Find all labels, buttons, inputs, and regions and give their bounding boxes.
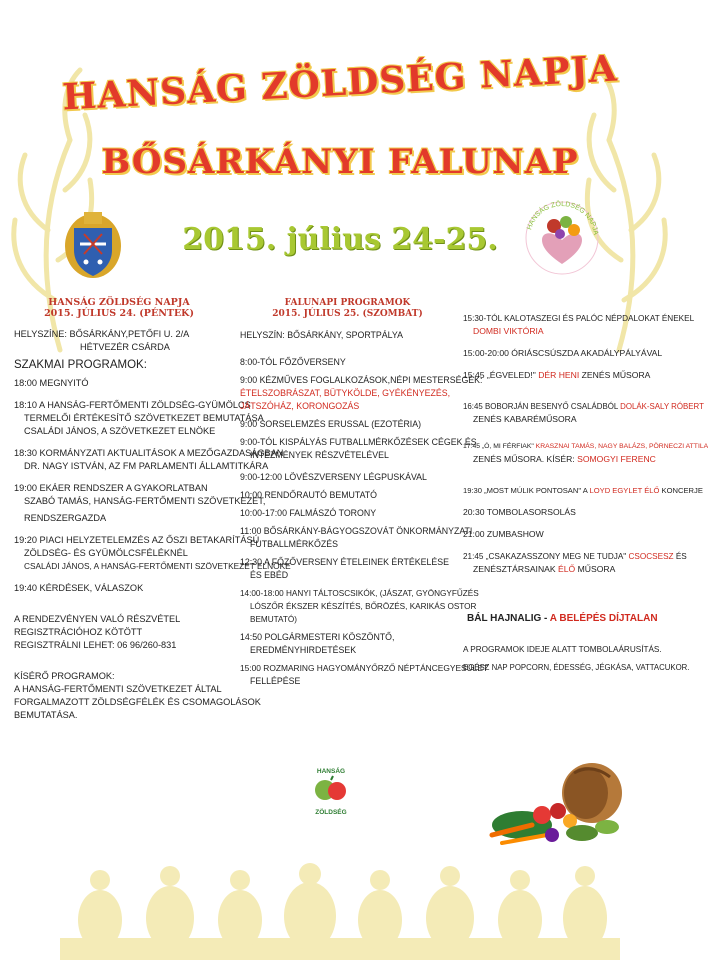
left-section-title: SZAKMAI PROGRAMOK:	[14, 359, 147, 371]
program-item-performer: DÉR HENI	[538, 370, 580, 380]
program-item-detail: EREDMÉNYHIRDETÉSEK	[250, 645, 357, 655]
program-item: 18:10 A HANSÁG-FERTŐMENTI ZÖLDSÉG-GYÜMÖLCS	[14, 400, 251, 410]
program-item: 9:00-TÓL KISPÁLYÁS FUTBALLMÉRKŐZÉSEK CÉGEK ÉS	[240, 437, 477, 447]
program-item-text: ÉS	[673, 552, 687, 561]
program-item-performer: LOYD EGYLET ÉLŐ	[589, 486, 660, 495]
program-item-detail: ZÖLDSÉG- ÉS GYÜMÖLCSFÉLÉKNÉL	[24, 548, 188, 558]
program-item-text: 21:45 „CSAKAZASSZONY MEG NE TUDJA"	[463, 552, 629, 561]
program-item: 18:00 MEGNYITÓ	[14, 378, 89, 388]
dancers-silhouette-ornament	[60, 850, 620, 960]
middle-column-szombat	[240, 298, 489, 688]
program-item-detail: DR. NAGY ISTVÁN, AZ FM PARLAMENTI ÁLLAMTITKÁRA	[24, 461, 269, 471]
ball-announcement	[463, 612, 675, 625]
logo-arc-text: HANSÁG ZÖLDSÉG NAPJA	[526, 200, 599, 236]
program-item	[463, 369, 675, 382]
event-title-secondary: BŐSÁRKÁNYI FALUNAP	[101, 142, 579, 182]
left-venue: HELYSZÍNE: BŐSÁRKÁNY,PETŐFI U. 2/A	[14, 329, 190, 339]
program-item: 12:30 A FŐZŐVERSENY ÉTELEINEK ÉRTÉKELÉSE	[240, 557, 449, 567]
program-item-detail: BEMUTATÓ)	[250, 615, 297, 624]
program-item	[463, 550, 687, 563]
small-logo-bottom-text: ZÖLDSÉG	[315, 809, 347, 816]
program-item: 10:00-17:00 FALMÁSZÓ TORONY	[240, 508, 377, 518]
program-item: 14:00-18:00 HANYI TÁLTOSCSIKÓK, (JÁSZAT, GYÖNGYFŰZÉS	[240, 589, 479, 598]
program-item: 9:00 KÉZMŰVES FOGLALKOZÁSOK,NÉPI MESTERSÉGEK:	[240, 375, 483, 385]
program-item-detail: LÓSZŐR ÉKSZER KÉSZÍTÉS, BŐRÖZÉS, KARIKÁS OSTOR	[250, 602, 477, 611]
hansag-zoldseg-napja-logo	[520, 196, 604, 280]
program-item: 9:00 SORSELEMZÉS ERUSSAL (EZOTÉRIA)	[240, 419, 422, 429]
program-item-text: KONCERJE	[659, 486, 703, 495]
side-programs-title: KÍSÉRŐ PROGRAMOK:	[14, 671, 115, 681]
program-item-text: 16:45 BOBORJÁN BESENYŐ CSALÁDBÓL	[463, 402, 621, 411]
program-item-highlight: JÁTSZÓHÁZ, KORONGOZÁS	[240, 401, 360, 411]
program-item: 15:00-20:00 ÓRIÁSCSÚSZDA AKADÁLYPÁLYÁVAL	[463, 348, 663, 358]
program-item: 19:40 KÉRDÉSEK, VÁLASZOK	[14, 583, 144, 593]
middle-venue: HELYSZÍN: BŐSÁRKÁNY, SPORTPÁLYA	[240, 330, 403, 340]
program-item-text: ZENÉSZTÁRSAINAK	[473, 564, 558, 574]
program-item	[463, 484, 703, 497]
middle-column-date: 2015. JÚLIUS 25. (SZOMBAT)	[272, 309, 423, 319]
program-item-performer: KRASZNAI TAMÁS, NAGY BALÁZS, PÖRNECZI ATTILA	[535, 443, 708, 450]
program-item	[463, 440, 708, 453]
program-item: 9:00-12:00 LÖVÉSZVERSENY LÉGPUSKÁVAL	[240, 472, 427, 482]
program-item-highlight: ÉTELSZOBRÁSZAT, BÜTYKÖLDE, GYÉKÉNYEZÉS,	[240, 388, 451, 398]
program-item: 11:00 BŐSÁRKÁNY-BÁGYOGSZOVÁT ÖNKORMÁNYZATI	[240, 526, 473, 536]
event-title-primary: HANSÁG ZÖLDSÉG NAPJA	[61, 47, 619, 119]
middle-column-heading: FALUNAPI PROGRAMOK	[284, 298, 411, 308]
program-item: 15:00 ROZMARING HAGYOMÁNYŐRZŐ NÉPTÁNCEGYESÜLET	[240, 663, 489, 673]
left-column-date: 2015. JÚLIUS 24. (PÉNTEK)	[44, 308, 194, 319]
program-item-text: ZENÉS MŰSORA	[579, 370, 651, 380]
registration-note: REGISZTRÁCIÓHOZ KÖTÖTT	[14, 627, 143, 637]
program-item-performer: DOMBI VIKTÓRIA	[473, 326, 544, 336]
program-item: 15:30-TÓL KALOTASZEGI ÉS PALÓC NÉPDALOKAT ÉNEKEL	[463, 314, 695, 323]
program-item-performer: ÉLŐ	[558, 564, 576, 574]
program-item	[463, 400, 704, 413]
program-item: 18:30 KORMÁNYZATI AKTUALITÁSOK A MEZŐGAZDASÁGBAN	[14, 448, 284, 458]
program-item-text: ZENÉS MŰSORA. KÍSÉR:	[473, 454, 578, 464]
program-item-detail: CSALÁDI JÁNOS, A HANSÁG-FERTŐMENTI SZÖVETKEZET ELNÖKE	[24, 561, 291, 571]
program-item-detail: FUTBALLMÉRKŐZÉS	[250, 539, 338, 549]
program-item-text: 17:45 „Ó, MI FÉRFIAK"	[463, 443, 536, 450]
small-logo-top-text: HANSÁG	[316, 768, 346, 775]
free-entry-text: A BELÉPÉS DÍJTALAN	[549, 613, 658, 624]
program-item-detail: FELLÉPÉSE	[250, 676, 301, 686]
program-item-detail: TERMELŐI ÉRTÉKESÍTŐ SZÖVETKEZET BEMUTATÁSA	[24, 413, 264, 423]
hansag-zoldseg-small-logo	[305, 768, 357, 820]
event-date: 2015. július 24-25.	[182, 222, 498, 257]
ball-text: BÁL HAJNALIG -	[467, 613, 550, 624]
side-programs-text: BEMUTATÁSA.	[14, 710, 78, 720]
program-item-performer: CSOCSESZ	[628, 552, 674, 561]
registration-phone: REGISZTRÁLNI LEHET: 06 96/260-831	[14, 640, 177, 650]
right-column-evening	[463, 312, 708, 674]
program-item: 20:30 TOMBOLASORSOLÁS	[463, 507, 576, 517]
program-item-detail: ÉS EBÉD	[250, 570, 289, 580]
program-item-detail: ZENÉS KABARÉMŰSORA	[473, 414, 577, 424]
program-item: 10:00 RENDŐRAUTÓ BEMUTATÓ	[240, 490, 378, 500]
program-item-detail: SZABÓ TAMÁS, HANSÁG-FERTŐMENTI SZÖVETKEZET,	[24, 496, 266, 506]
coat-of-arms-icon	[62, 208, 124, 280]
program-item-text: 15:45 „ÉGVELED!"	[463, 370, 539, 380]
side-programs-text: FORGALMAZOTT ZÖLDSÉGFÉLÉK ÉS CSOMAGOLÁSOK	[14, 697, 261, 707]
left-column-heading: HANSÁG ZÖLDSÉG NAPJA	[48, 297, 190, 308]
program-item: 19:00 EKÁER RENDSZER A GYAKORLATBAN	[14, 483, 208, 493]
program-item-detail: CSALÁDI JÁNOS, A SZÖVETKEZET ELNÖKE	[24, 426, 216, 436]
program-item: 19:20 PIACI HELYZETELEMZÉS AZ ŐSZI BETAKARÍTÁSÚ	[14, 535, 260, 545]
left-venue-name: HÉTVEZÉR CSÁRDA	[80, 342, 170, 352]
program-item: 14:50 POLGÁRMESTERI KÖSZÖNTŐ,	[240, 632, 395, 642]
raffle-note: A PROGRAMOK IDEJE ALATT TOMBOLAÁRUSÍTÁS.	[463, 645, 662, 654]
vegetable-basket-illustration	[482, 755, 632, 850]
program-item-performer: DOLÁK-SALY RÓBERT	[620, 402, 704, 411]
program-item-performer: SOMOGYI FERENC	[577, 454, 656, 464]
program-item-detail: RENDSZERGAZDA	[24, 513, 107, 523]
side-programs-text: A HANSÁG-FERTŐMENTI SZÖVETKEZET ÁLTAL	[14, 684, 222, 694]
program-item-text: 19:30 „MOST MÚLIK PONTOSAN" A	[463, 486, 590, 495]
program-item-detail	[463, 453, 675, 466]
vegetables-icon	[311, 776, 351, 804]
food-note: EGÉSZ NAP POPCORN, ÉDESSÉG, JÉGKÁSA, VATTACUKOR.	[463, 663, 690, 672]
registration-note: A RENDEZVÉNYEN VALÓ RÉSZVÉTEL	[14, 614, 181, 624]
program-item-text: MŰSORA	[575, 564, 616, 574]
program-item: 8:00-TÓL FŐZŐVERSENY	[240, 357, 346, 367]
program-item: 21:00 ZUMBASHOW	[463, 529, 544, 539]
program-item-detail: INTÉZMÉNYEK RÉSZVÉTELÉVEL	[250, 450, 389, 460]
